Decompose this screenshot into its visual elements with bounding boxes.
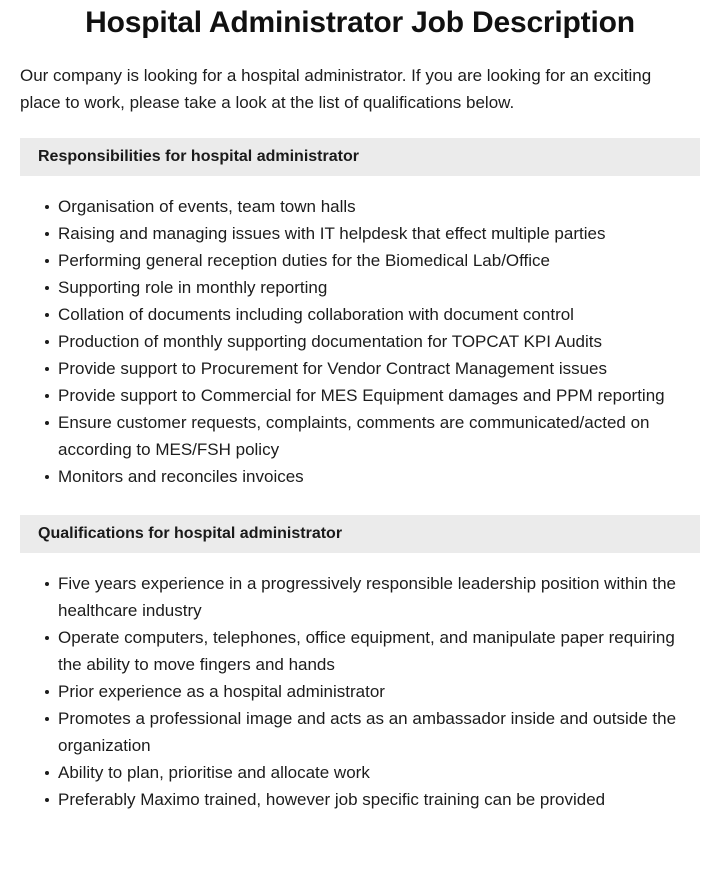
list-item: Supporting role in monthly reporting	[20, 274, 700, 301]
list-item: Production of monthly supporting documentation for TOPCAT KPI Audits	[20, 328, 700, 355]
responsibilities-list	[0, 176, 720, 490]
list-item: Ensure customer requests, complaints, comments are communicated/acted on according to MES/FSH policy	[20, 409, 700, 463]
list-item: Ability to plan, prioritise and allocate work	[20, 759, 700, 786]
intro-paragraph: Our company is looking for a hospital administrator. If you are looking for an exciting place to work, please take a look at the list of qualifications below.	[20, 66, 652, 112]
job-description-document	[0, 4, 720, 872]
list-item: Five years experience in a progressively responsible leadership position within the healthcare industry	[20, 570, 700, 624]
section-header-label: Responsibilities for hospital administrator	[38, 148, 359, 165]
list-item: Raising and managing issues with IT helpdesk that effect multiple parties	[20, 220, 700, 247]
list-item: Promotes a professional image and acts as an ambassador inside and outside the organization	[20, 705, 700, 759]
page-title: Hospital Administrator Job Description	[85, 6, 635, 39]
section-header-qualifications	[20, 515, 700, 553]
list-item: Collation of documents including collaboration with document control	[20, 301, 700, 328]
qualifications-list	[0, 553, 720, 813]
list-item: Monitors and reconciles invoices	[20, 463, 700, 490]
list-item: Prior experience as a hospital administrator	[20, 678, 700, 705]
section-header-label: Qualifications for hospital administrator	[38, 525, 343, 542]
section-header-responsibilities	[20, 138, 700, 176]
list-item: Preferably Maximo trained, however job specific training can be provided	[20, 786, 700, 813]
list-item: Operate computers, telephones, office equipment, and manipulate paper requiring the ability to move fingers and hands	[20, 624, 700, 678]
list-item: Provide support to Procurement for Vendor Contract Management issues	[20, 355, 700, 382]
list-item: Provide support to Commercial for MES Equipment damages and PPM reporting	[20, 382, 700, 409]
list-item: Organisation of events, team town halls	[20, 193, 700, 220]
list-item: Performing general reception duties for the Biomedical Lab/Office	[20, 247, 700, 274]
section-responsibilities	[0, 138, 720, 490]
section-qualifications	[0, 515, 720, 813]
